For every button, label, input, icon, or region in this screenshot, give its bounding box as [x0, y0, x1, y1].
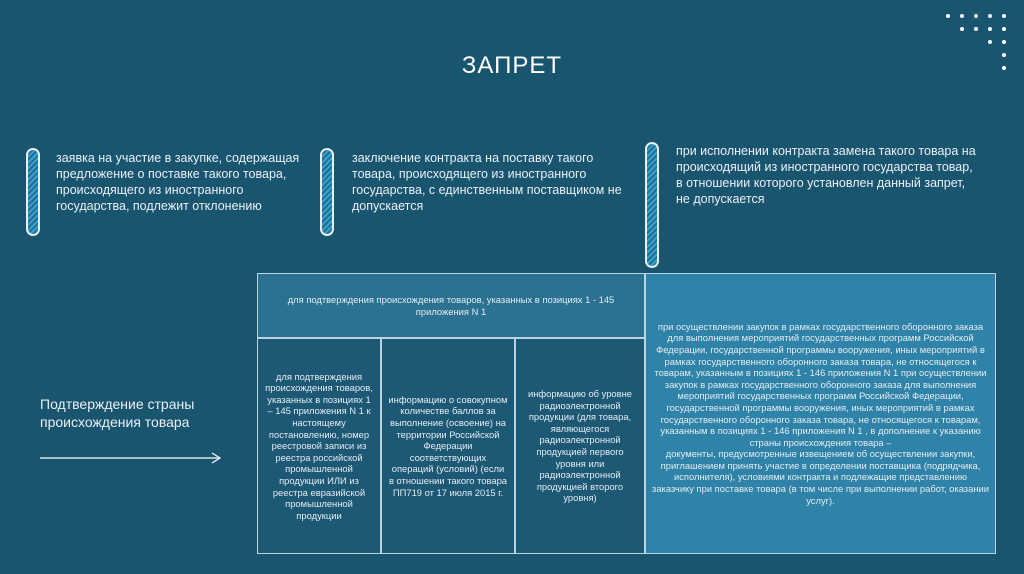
requirement-text-1: заявка на участие в закупке, содержащая предложение о поставке такого товара, происходящего из иностранного государства, подлежит отклонению	[56, 151, 300, 213]
table-cell-points	[381, 338, 515, 554]
requirement-marker-icon	[320, 148, 334, 236]
side-label: Подтверждение страны происхождения товара	[40, 396, 195, 430]
requirement-marker-icon	[645, 142, 659, 268]
table-cell-text: информацию о совокупном количестве баллов за выполнение (освоение) на территории Российской Федерации соответствующих операций (условий) (если в отношении такого товара ПП719 от 17 июля 2015 г.	[388, 393, 508, 498]
table-cell-text: при осуществлении закупок в рамках государственного оборонного заказа для выполнения мероприятий государственных программ Российской Федерации, государственной программы вооружения, иных мероприятий в рамках государственного оборонного заказа товара, не относящегося к товарам, указанным в позициях 1 - 146 приложения N 1 при осуществлении закупок в рамках государственного оборонного заказа для выполнения мероприятий государственных программ Российской Федерации, государственной программы вооружения, иных мероприятий в рамках государственного оборонного заказа товара, не относящегося к товарам, указанным в позициях 1 - 146 приложения N 1 , в дополнение к указанию страны происхождения товара – документы, предусмотренные извещением об осуществлении закупки, приглашением принять участие в определении поставщика (подрядчика, исполнителя), условиями контракта и подлежащие представлению заказчику при поставке товара (в том числе при выполнении работ, оказании услуг).	[652, 320, 989, 506]
requirement-text-2: заключение контракта на поставку такого товара, происходящего из иностранного государства, с единственным поставщиком не допускается	[352, 151, 622, 213]
table-cell-text: для подтверждения происхождения товаров, указанных в позициях 1 – 145 приложения N 1 к настоящему постановлению, номер реестровой записи из реестра российской промышленной продукции ИЛИ из реестра евразийской промышленной продукции	[265, 370, 373, 521]
table-cell-text: информацию об уровне радиоэлектронной продукции (для товара, являющегося радиоэлектронной продукцией первого уровня или радиоэлектронной продукцией второго уровня)	[527, 388, 633, 504]
decorative-dots-icon	[944, 12, 1008, 72]
table-cell-radioelectronics	[515, 338, 645, 554]
table-cell-registry	[257, 338, 381, 554]
page-title: ЗАПРЕТ	[461, 52, 563, 79]
table-header-text: для подтверждения происхождения товаров, указанных в позициях 1 - 145 приложения N 1	[287, 293, 615, 317]
requirement-marker-icon	[26, 148, 40, 236]
table-header-cell	[257, 273, 645, 338]
table-cell-defense-order	[645, 273, 996, 554]
arrow-right-icon	[40, 452, 224, 464]
requirement-text-3: при исполнении контракта замена такого товара на происходящий из иностранного государства товар, в отношении которого установлен данный запрет, не допускается	[676, 144, 976, 206]
